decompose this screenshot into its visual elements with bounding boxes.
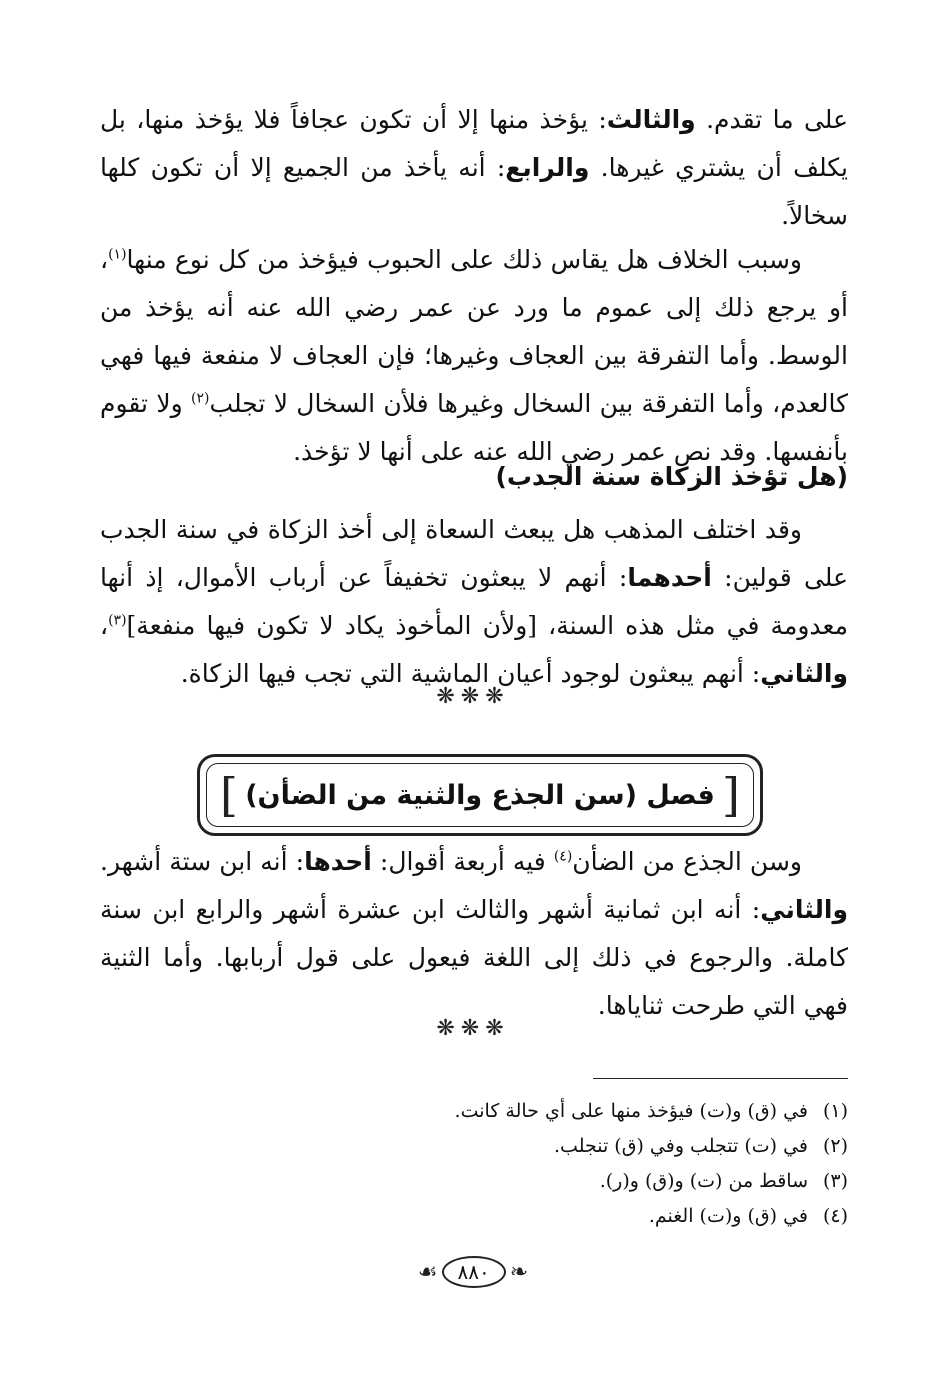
footnote-text: ساقط من (ت) و(ق) و(ر). — [599, 1170, 808, 1192]
paragraph-1 — [100, 96, 848, 240]
bold-term: أحدها — [304, 847, 372, 876]
section-subheading: (هل تؤخذ الزكاة سنة الجدب) — [495, 462, 848, 491]
paragraph-2 — [100, 236, 848, 476]
footnote-ref-1[interactable]: (١) — [108, 246, 127, 263]
bold-term: والرابع — [505, 153, 590, 182]
flourish-icon: ❧ — [509, 1259, 529, 1285]
text: : أنه ابن ستة أشهر. — [100, 847, 305, 876]
bold-term: والثاني — [760, 895, 848, 924]
flourish-icon: ☙ — [417, 1259, 438, 1285]
footnote-ref-2[interactable]: (٢) — [190, 390, 210, 407]
footnote-number: (٤) — [822, 1205, 848, 1227]
footnote-item — [100, 1164, 848, 1199]
text: وسبب الخلاف هل يقاس ذلك على الحبوب فيؤخذ من كل نوع منها — [126, 245, 802, 274]
bracket-ornament-right: [ — [722, 768, 740, 822]
text: ولا تقوم بأنفسها. وقد نص عمر رضي الله عنه على أنها لا تؤخذ. — [100, 389, 848, 466]
section-title-banner — [197, 754, 763, 836]
footnotes — [100, 1094, 848, 1234]
text: وقد اختلف المذهب هل يبعث السعاة إلى أخذ الزكاة في سنة الجدب على قولين: — [100, 515, 849, 592]
footnote-text: في (ت) تتجلب وفي (ق) تنجلب. — [554, 1135, 808, 1157]
footnote-number: (٢) — [822, 1135, 848, 1157]
footnote-item — [100, 1199, 848, 1234]
footnote-ref-4[interactable]: (٤) — [553, 848, 573, 865]
section-title: فصل (سن الجذع والثنية من الضأن) — [245, 779, 715, 811]
paragraph-4 — [100, 838, 848, 1030]
text: : أنه يأخذ من الجميع إلا أن تكون كلها سخالاً. — [100, 153, 848, 230]
footnote-number: (١) — [822, 1100, 848, 1122]
footnote-item — [100, 1129, 848, 1164]
bold-term: أحدهما — [627, 563, 712, 592]
footnote-text: في (ق) و(ت) فيؤخذ منها على أي حالة كانت. — [454, 1100, 808, 1122]
bold-term: والثاني — [760, 659, 848, 688]
footnote-text: في (ق) و(ت) الغنم. — [648, 1205, 808, 1227]
separator-stars: ❋❋❋ — [436, 684, 510, 709]
page-number-ornament — [0, 1256, 946, 1288]
separator-stars: ❋❋❋ — [436, 1016, 510, 1041]
page-number: ٨٨٠ — [442, 1256, 506, 1288]
footnote-number: (٣) — [822, 1170, 848, 1192]
paragraph-3 — [100, 506, 848, 698]
footnote-item — [100, 1094, 848, 1129]
bold-term: والثالث — [606, 105, 696, 134]
footnote-ref-3[interactable]: (٣) — [108, 612, 127, 629]
text: : أنهم لا يبعثون تخفيفاً عن أرباب الأموال، إذ أنها معدومة في مثل هذه السنة، [ولأن المأخوذ يكاد لا تكون فيها منفعة] — [100, 563, 848, 640]
text: على ما تقدم. — [695, 105, 848, 134]
text: : يؤخذ منها إلا أن تكون عجافاً فلا يؤخذ منها، بل يكلف أن يشتري غيرها. — [100, 105, 848, 182]
text: وسن الجذع من الضأن — [572, 847, 802, 876]
text: فيه أربعة أقوال: — [371, 847, 554, 876]
text: : أنهم يبعثون لوجود أعيان الماشية التي تجب فيها الزكاة. — [180, 659, 761, 688]
footnote-rule — [593, 1078, 848, 1079]
text: ، — [100, 611, 109, 640]
bracket-ornament-left: ] — [220, 768, 238, 822]
text: ، أو يرجع ذلك إلى عموم ما ورد عن عمر رضي الله عنه أنه يؤخذ من الوسط. وأما التفرقة بين العجاف وغيرها؛ فإن العجاف لا منفعة فيها فهي كالعدم، وأما التفرقة بين السخال وغيرها فلأن السخال لا تجلب — [100, 245, 848, 418]
text: : أنه ابن ثمانية أشهر والثالث ابن عشرة أشهر والرابع ابن سنة كاملة. والرجوع في ذلك إلى اللغة فيعول على قول أربابها. وأما الثنية فهي التي طرحت ثناياها. — [100, 895, 848, 1020]
